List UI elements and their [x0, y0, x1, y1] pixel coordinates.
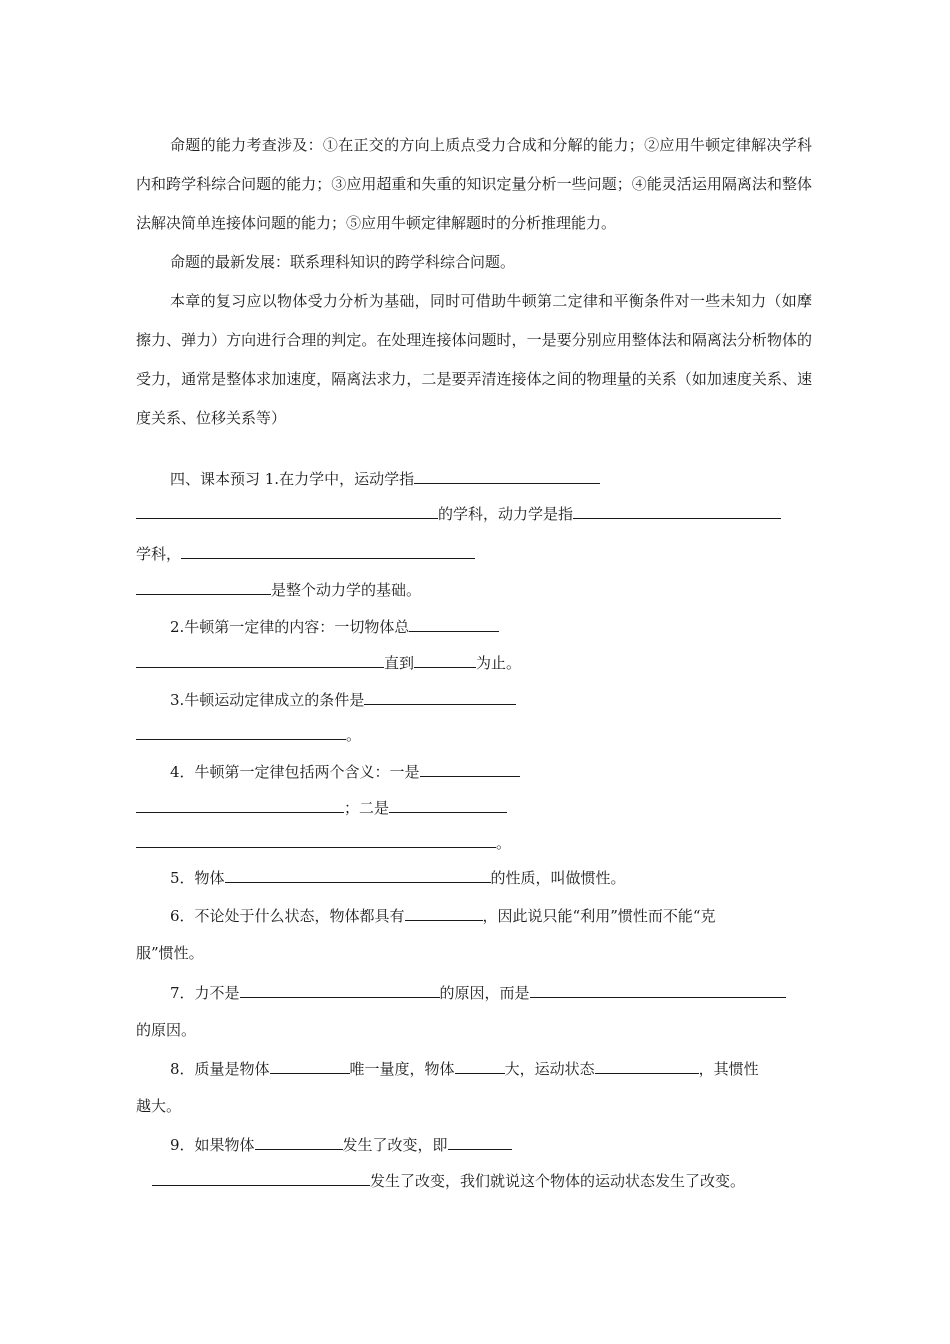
- q2-blank-2[interactable]: [136, 652, 384, 668]
- q6-text-c: 服”惯性。: [136, 944, 204, 962]
- q6-line-2: [136, 943, 204, 963]
- q2-text-b: 直到: [384, 654, 415, 672]
- q3-text-b: 。: [346, 726, 362, 744]
- q1-line-3: [136, 543, 475, 564]
- q1-line-4: [136, 579, 421, 600]
- q3-line-2: [136, 724, 361, 745]
- q1-blank-2[interactable]: [136, 503, 438, 519]
- q4-blank-1[interactable]: [420, 761, 520, 777]
- q5-blank-1[interactable]: [225, 867, 491, 883]
- q1-blank-1[interactable]: [414, 468, 600, 484]
- q9-line-2: [152, 1170, 745, 1191]
- q8-blank-3[interactable]: [595, 1058, 699, 1074]
- q4-line-1: [170, 761, 520, 782]
- intro-paragraph-ability: 命题的能力考查涉及：①在正交的方向上质点受力合成和分解的能力；②应用牛顿定律解决学科内和跨学科综合问题的能力；③应用超重和失重的知识定量分析一些问题；④能灵活运用隔离法和整体法解决简单连接体问题的能力；⑤应用牛顿定律解题时的分析推理能力。: [136, 136, 812, 232]
- q8-line-2: [136, 1096, 181, 1116]
- q8-blank-2[interactable]: [455, 1058, 505, 1074]
- q8-text-e: 越大。: [136, 1097, 182, 1115]
- q3-line-1: [170, 689, 516, 710]
- q7-line-1: [170, 982, 786, 1003]
- q5-line-1: [170, 867, 626, 888]
- q8-text-a: 8．质量是物体: [170, 1060, 270, 1078]
- q1-text-d: 是整个动力学的基础。: [271, 581, 422, 599]
- q7-text-a: 7．力不是: [170, 984, 240, 1002]
- q7-text-b: 的原因，而是: [439, 984, 530, 1002]
- q1-text-b: 的学科，动力学是指: [438, 505, 574, 523]
- q2-blank-3[interactable]: [414, 652, 476, 668]
- q9-text-a: 9．如果物体: [170, 1136, 255, 1154]
- q1-line-1: [170, 468, 600, 489]
- q8-line-1: [170, 1058, 759, 1079]
- q2-text-c: 为止。: [476, 654, 522, 672]
- q1-line-2: [136, 503, 781, 524]
- intro-paragraph-review: 本章的复习应以物体受力分析为基础，同时可借助牛顿第二定律和平衡条件对一些未知力（如摩擦力、弹力）方向进行合理的判定。在处理连接体问题时，一是要分别应用整体法和隔离法分析物体的受力，通常是整体求加速度，隔离法求力，二是要弄清连接体之间的物理量的关系（如加速度关系、速度关系、位移关系等）: [136, 292, 812, 427]
- q2-text-a: 2.牛顿第一定律的内容：一切物体总: [170, 618, 410, 636]
- q9-blank-2[interactable]: [448, 1134, 512, 1150]
- q3-text-a: 3.牛顿运动定律成立的条件是: [170, 691, 365, 709]
- q7-line-2: [136, 1020, 196, 1040]
- q3-blank-2[interactable]: [136, 724, 346, 740]
- q6-line-1: [170, 905, 716, 926]
- q7-text-c: 的原因。: [136, 1021, 197, 1039]
- q4-text-c: 。: [496, 834, 512, 852]
- q6-text-b: ，因此说只能“利用”惯性而不能“克: [482, 907, 716, 925]
- q4-text-b: ；二是: [344, 799, 390, 817]
- q4-text-a: 4．牛顿第一定律包括两个含义：一是: [170, 763, 420, 781]
- q2-line-2: [136, 652, 521, 673]
- intro-paragraph-development: 命题的最新发展：联系理科知识的跨学科综合问题。: [170, 253, 516, 271]
- q9-blank-3[interactable]: [152, 1170, 370, 1186]
- q4-line-2: [136, 797, 507, 818]
- q1-text-c: 学科，: [136, 545, 182, 563]
- q9-text-c: 发生了改变，我们就说这个物体的运动状态发生了改变。: [370, 1172, 746, 1190]
- q8-text-b: 唯一量度，物体: [349, 1060, 455, 1078]
- q9-line-1: [170, 1134, 512, 1155]
- q9-blank-1[interactable]: [255, 1134, 343, 1150]
- q1-blank-5[interactable]: [136, 579, 271, 595]
- q8-text-c: 大，运动状态: [504, 1060, 595, 1078]
- q5-text-a: 5．物体: [170, 869, 225, 887]
- q8-text-d: ，其惯性: [698, 1060, 759, 1078]
- q4-blank-3[interactable]: [389, 797, 507, 813]
- q7-blank-2[interactable]: [530, 982, 786, 998]
- q1-blank-3[interactable]: [573, 503, 781, 519]
- q7-blank-1[interactable]: [240, 982, 440, 998]
- q2-blank-1[interactable]: [409, 616, 499, 632]
- q5-text-b: 的性质，叫做惯性。: [490, 869, 626, 887]
- q3-blank-1[interactable]: [364, 689, 516, 705]
- q2-line-1: [170, 616, 499, 637]
- q4-blank-4[interactable]: [136, 832, 496, 848]
- q6-text-a: 6．不论处于什么状态，物体都具有: [170, 907, 405, 925]
- q4-blank-2[interactable]: [136, 797, 344, 813]
- q9-text-b: 发生了改变，即: [342, 1136, 448, 1154]
- q1-blank-4[interactable]: [181, 543, 475, 559]
- q1-text-a: 四、课本预习 1.在力学中，运动学指: [170, 470, 415, 488]
- q6-blank-1[interactable]: [405, 905, 483, 921]
- q8-blank-1[interactable]: [270, 1058, 350, 1074]
- q4-line-3: [136, 832, 511, 853]
